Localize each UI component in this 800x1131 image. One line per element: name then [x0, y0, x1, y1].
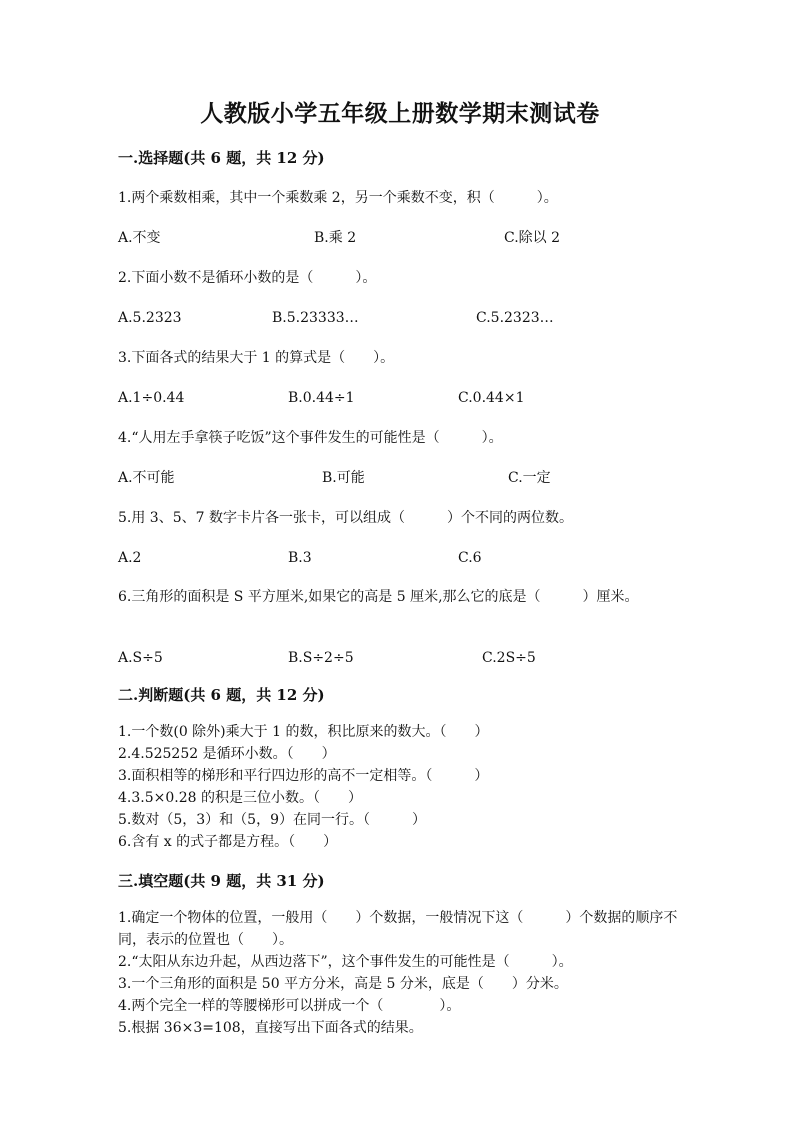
choice-q6-option-c: C.2S÷5	[482, 650, 536, 666]
fill-item-3: 3.一个三角形的面积是 50 平方分米，高是 5 分米，底是（ ）分米。	[118, 976, 568, 992]
choice-q6-option-b: B.S÷2÷5	[288, 650, 354, 666]
choice-q2-option-b: B.5.23333…	[272, 310, 359, 326]
judge-item-4: 4.3.5×0.28 的积是三位小数。（ ）	[118, 790, 362, 806]
choice-q3-option-b: B.0.44÷1	[288, 390, 355, 406]
choice-question-4: 4.“人用左手拿筷子吃饭”这个事件发生的可能性是（ ）。	[118, 430, 503, 446]
section-heading-choice: 一.选择题(共 6 题，共 12 分)	[118, 149, 325, 167]
choice-q4-option-c: C.一定	[508, 470, 551, 486]
choice-q1-option-a: A.不变	[118, 230, 161, 246]
fill-item-4: 4.两个完全一样的等腰梯形可以拼成一个（ ）。	[118, 998, 461, 1014]
choice-q1-option-b: B.乘 2	[314, 230, 357, 246]
exam-title: 人教版小学五年级上册数学期末测试卷	[200, 100, 600, 127]
choice-q4-option-a: A.不可能	[118, 470, 175, 486]
choice-question-3: 3.下面各式的结果大于 1 的算式是（ ）。	[118, 350, 395, 366]
fill-item-5: 5.根据 36×3=108，直接写出下面各式的结果。	[118, 1020, 423, 1036]
judge-item-6: 6.含有 x 的式子都是方程。（ ）	[118, 834, 338, 850]
judge-item-5: 5.数对（5，3）和（5，9）在同一行。（ ）	[118, 812, 426, 828]
choice-q3-option-a: A.1÷0.44	[118, 390, 185, 406]
fill-item-2: 2.“太阳从东边升起，从西边落下”，这个事件发生的可能性是（ ）。	[118, 954, 573, 970]
choice-question-5: 5.用 3、5、7 数字卡片各一张卡，可以组成（ ）个不同的两位数。	[118, 510, 573, 526]
fill-item-1: 1.确定一个物体的位置，一般用（ ）个数据，一般情况下这（ ）个数据的顺序不同，表示的位置也（ ）。	[118, 910, 678, 948]
choice-q3-option-c: C.0.44×1	[458, 390, 525, 406]
choice-q2-option-c: C.5.2323…	[476, 310, 554, 326]
section-heading-judge: 二.判断题(共 6 题，共 12 分)	[118, 686, 325, 704]
choice-question-1: 1.两个乘数相乘，其中一个乘数乘 2，另一个乘数不变，积（ ）。	[118, 190, 558, 206]
judge-item-1: 1.一个数(0 除外)乘大于 1 的数，积比原来的数大。（ ）	[118, 724, 489, 740]
choice-q4-option-b: B.可能	[322, 470, 365, 486]
choice-question-2: 2.下面小数不是循环小数的是（ ）。	[118, 270, 377, 286]
judge-item-3: 3.面积相等的梯形和平行四边形的高不一定相等。（ ）	[118, 768, 489, 784]
judge-item-2: 2.4.525252 是循环小数。（ ）	[118, 746, 336, 762]
choice-q1-option-c: C.除以 2	[504, 230, 561, 246]
choice-q5-option-b: B.3	[288, 550, 312, 566]
section-heading-fill: 三.填空题(共 9 题，共 31 分)	[118, 872, 325, 890]
choice-q2-option-a: A.5.2323	[118, 310, 182, 326]
choice-q6-option-a: A.S÷5	[118, 650, 163, 666]
choice-q5-option-c: C.6	[458, 550, 482, 566]
choice-q5-option-a: A.2	[118, 550, 142, 566]
choice-question-6: 6.三角形的面积是 S 平方厘米,如果它的高是 5 厘米,那么它的底是（ ）厘米。	[118, 589, 639, 605]
